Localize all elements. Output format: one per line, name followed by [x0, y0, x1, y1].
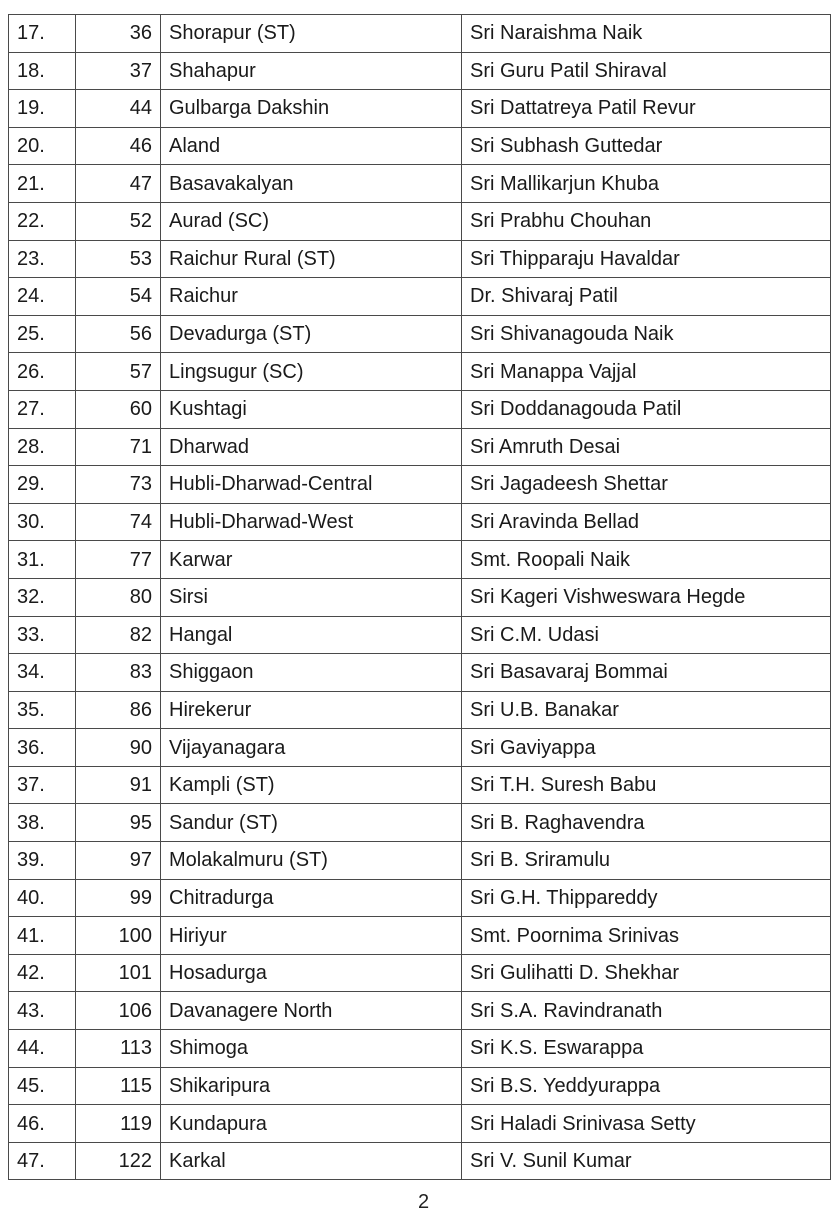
constituency-number-cell: 57	[76, 353, 161, 391]
constituency-name-cell: Dharwad	[161, 428, 462, 466]
constituency-number-cell: 73	[76, 466, 161, 504]
constituency-name-cell: Basavakalyan	[161, 165, 462, 203]
candidate-name-cell: Sri Manappa Vajjal	[462, 353, 831, 391]
serial-number-cell: 42.	[9, 954, 76, 992]
serial-number-cell: 23.	[9, 240, 76, 278]
constituency-name-cell: Shahapur	[161, 52, 462, 90]
constituency-name-cell: Davanagere North	[161, 992, 462, 1030]
constituency-name-cell: Vijayanagara	[161, 729, 462, 767]
table-row	[9, 390, 831, 428]
candidate-name-cell: Sri Subhash Guttedar	[462, 127, 831, 165]
constituency-name-cell: Kampli (ST)	[161, 766, 462, 804]
table-row	[9, 90, 831, 128]
constituency-name-cell: Hubli-Dharwad-Central	[161, 466, 462, 504]
serial-number-cell: 18.	[9, 52, 76, 90]
constituency-number-cell: 56	[76, 315, 161, 353]
constituency-number-cell: 37	[76, 52, 161, 90]
serial-number-cell: 21.	[9, 165, 76, 203]
constituency-number-cell: 122	[76, 1142, 161, 1180]
constituency-number-cell: 90	[76, 729, 161, 767]
candidate-name-cell: Sri Shivanagouda Naik	[462, 315, 831, 353]
table-row	[9, 729, 831, 767]
table-row	[9, 541, 831, 579]
constituency-name-cell: Kundapura	[161, 1105, 462, 1143]
constituency-number-cell: 97	[76, 842, 161, 880]
serial-number-cell: 36.	[9, 729, 76, 767]
constituency-name-cell: Karkal	[161, 1142, 462, 1180]
serial-number-cell: 39.	[9, 842, 76, 880]
serial-number-cell: 28.	[9, 428, 76, 466]
table-body	[9, 15, 831, 1180]
constituency-name-cell: Devadurga (ST)	[161, 315, 462, 353]
table-row	[9, 1030, 831, 1068]
candidate-name-cell: Sri T.H. Suresh Babu	[462, 766, 831, 804]
constituency-number-cell: 83	[76, 654, 161, 692]
serial-number-cell: 27.	[9, 390, 76, 428]
table-row	[9, 52, 831, 90]
candidate-name-cell: Sri B. Sriramulu	[462, 842, 831, 880]
constituency-name-cell: Aurad (SC)	[161, 202, 462, 240]
constituency-name-cell: Karwar	[161, 541, 462, 579]
candidate-name-cell: Sri Mallikarjun Khuba	[462, 165, 831, 203]
serial-number-cell: 19.	[9, 90, 76, 128]
constituency-name-cell: Shimoga	[161, 1030, 462, 1068]
candidate-name-cell: Sri C.M. Udasi	[462, 616, 831, 654]
constituency-name-cell: Aland	[161, 127, 462, 165]
candidate-name-cell: Sri Guru Patil Shiraval	[462, 52, 831, 90]
candidate-name-cell: Sri Doddanagouda Patil	[462, 390, 831, 428]
candidate-name-cell: Sri Amruth Desai	[462, 428, 831, 466]
constituency-number-cell: 82	[76, 616, 161, 654]
serial-number-cell: 47.	[9, 1142, 76, 1180]
constituency-number-cell: 60	[76, 390, 161, 428]
candidate-name-cell: Dr. Shivaraj Patil	[462, 278, 831, 316]
constituency-name-cell: Sandur (ST)	[161, 804, 462, 842]
table-row	[9, 353, 831, 391]
constituency-name-cell: Raichur	[161, 278, 462, 316]
constituency-number-cell: 80	[76, 578, 161, 616]
candidate-name-cell: Sri Haladi Srinivasa Setty	[462, 1105, 831, 1143]
table-row	[9, 1105, 831, 1143]
constituency-number-cell: 115	[76, 1067, 161, 1105]
serial-number-cell: 26.	[9, 353, 76, 391]
constituency-number-cell: 52	[76, 202, 161, 240]
constituency-name-cell: Hiriyur	[161, 917, 462, 955]
serial-number-cell: 20.	[9, 127, 76, 165]
serial-number-cell: 46.	[9, 1105, 76, 1143]
candidate-name-cell: Sri Aravinda Bellad	[462, 503, 831, 541]
constituency-number-cell: 71	[76, 428, 161, 466]
candidate-name-cell: Sri Basavaraj Bommai	[462, 654, 831, 692]
constituency-name-cell: Kushtagi	[161, 390, 462, 428]
candidate-name-cell: Sri G.H. Thippareddy	[462, 879, 831, 917]
table-row	[9, 503, 831, 541]
candidate-name-cell: Sri B. Raghavendra	[462, 804, 831, 842]
serial-number-cell: 30.	[9, 503, 76, 541]
serial-number-cell: 31.	[9, 541, 76, 579]
constituency-number-cell: 54	[76, 278, 161, 316]
constituency-number-cell: 101	[76, 954, 161, 992]
constituency-number-cell: 113	[76, 1030, 161, 1068]
candidate-name-cell: Sri U.B. Banakar	[462, 691, 831, 729]
constituency-name-cell: Hangal	[161, 616, 462, 654]
serial-number-cell: 44.	[9, 1030, 76, 1068]
candidate-name-cell: Smt. Roopali Naik	[462, 541, 831, 579]
table-row	[9, 691, 831, 729]
candidate-name-cell: Sri Prabhu Chouhan	[462, 202, 831, 240]
candidate-name-cell: Sri Gaviyappa	[462, 729, 831, 767]
candidate-name-cell: Sri K.S. Eswarappa	[462, 1030, 831, 1068]
constituency-number-cell: 119	[76, 1105, 161, 1143]
table-row	[9, 165, 831, 203]
constituency-name-cell: Hubli-Dharwad-West	[161, 503, 462, 541]
constituency-number-cell: 91	[76, 766, 161, 804]
serial-number-cell: 29.	[9, 466, 76, 504]
serial-number-cell: 38.	[9, 804, 76, 842]
table-row	[9, 202, 831, 240]
page-number: 2	[418, 1191, 430, 1213]
constituency-number-cell: 100	[76, 917, 161, 955]
constituency-number-cell: 44	[76, 90, 161, 128]
table-row	[9, 654, 831, 692]
serial-number-cell: 43.	[9, 992, 76, 1030]
serial-number-cell: 35.	[9, 691, 76, 729]
constituency-number-cell: 77	[76, 541, 161, 579]
table-row	[9, 1067, 831, 1105]
candidate-name-cell: Sri Dattatreya Patil Revur	[462, 90, 831, 128]
constituency-number-cell: 47	[76, 165, 161, 203]
table-row	[9, 428, 831, 466]
constituency-name-cell: Shiggaon	[161, 654, 462, 692]
serial-number-cell: 17.	[9, 15, 76, 53]
table-row	[9, 766, 831, 804]
candidate-list-table	[8, 14, 831, 1180]
serial-number-cell: 40.	[9, 879, 76, 917]
candidate-name-cell: Sri S.A. Ravindranath	[462, 992, 831, 1030]
constituency-name-cell: Chitradurga	[161, 879, 462, 917]
table-row	[9, 278, 831, 316]
candidate-name-cell: Sri Jagadeesh Shettar	[462, 466, 831, 504]
candidate-name-cell: Sri Gulihatti D. Shekhar	[462, 954, 831, 992]
constituency-number-cell: 106	[76, 992, 161, 1030]
constituency-name-cell: Lingsugur (SC)	[161, 353, 462, 391]
candidate-name-cell: Sri Thipparaju Havaldar	[462, 240, 831, 278]
table-row	[9, 804, 831, 842]
serial-number-cell: 37.	[9, 766, 76, 804]
serial-number-cell: 32.	[9, 578, 76, 616]
constituency-number-cell: 86	[76, 691, 161, 729]
serial-number-cell: 22.	[9, 202, 76, 240]
constituency-name-cell: Molakalmuru (ST)	[161, 842, 462, 880]
table-row	[9, 879, 831, 917]
serial-number-cell: 33.	[9, 616, 76, 654]
table-row	[9, 15, 831, 53]
serial-number-cell: 24.	[9, 278, 76, 316]
constituency-number-cell: 74	[76, 503, 161, 541]
constituency-name-cell: Hirekerur	[161, 691, 462, 729]
constituency-name-cell: Shikaripura	[161, 1067, 462, 1105]
table-row	[9, 954, 831, 992]
candidate-name-cell: Sri V. Sunil Kumar	[462, 1142, 831, 1180]
candidate-name-cell: Sri Kageri Vishweswara Hegde	[462, 578, 831, 616]
serial-number-cell: 25.	[9, 315, 76, 353]
serial-number-cell: 34.	[9, 654, 76, 692]
table-row	[9, 466, 831, 504]
constituency-number-cell: 36	[76, 15, 161, 53]
table-row	[9, 842, 831, 880]
table-row	[9, 315, 831, 353]
constituency-name-cell: Gulbarga Dakshin	[161, 90, 462, 128]
table-row	[9, 240, 831, 278]
constituency-name-cell: Hosadurga	[161, 954, 462, 992]
constituency-number-cell: 53	[76, 240, 161, 278]
candidate-name-cell: Sri B.S. Yeddyurappa	[462, 1067, 831, 1105]
constituency-name-cell: Sirsi	[161, 578, 462, 616]
constituency-name-cell: Shorapur (ST)	[161, 15, 462, 53]
constituency-number-cell: 95	[76, 804, 161, 842]
candidate-name-cell: Smt. Poornima Srinivas	[462, 917, 831, 955]
table-row	[9, 917, 831, 955]
serial-number-cell: 41.	[9, 917, 76, 955]
table-row	[9, 578, 831, 616]
constituency-number-cell: 99	[76, 879, 161, 917]
constituency-name-cell: Raichur Rural (ST)	[161, 240, 462, 278]
serial-number-cell: 45.	[9, 1067, 76, 1105]
table-row	[9, 616, 831, 654]
table-row	[9, 1142, 831, 1180]
candidate-name-cell: Sri Naraishma Naik	[462, 15, 831, 53]
table-row	[9, 127, 831, 165]
table-row	[9, 992, 831, 1030]
constituency-number-cell: 46	[76, 127, 161, 165]
